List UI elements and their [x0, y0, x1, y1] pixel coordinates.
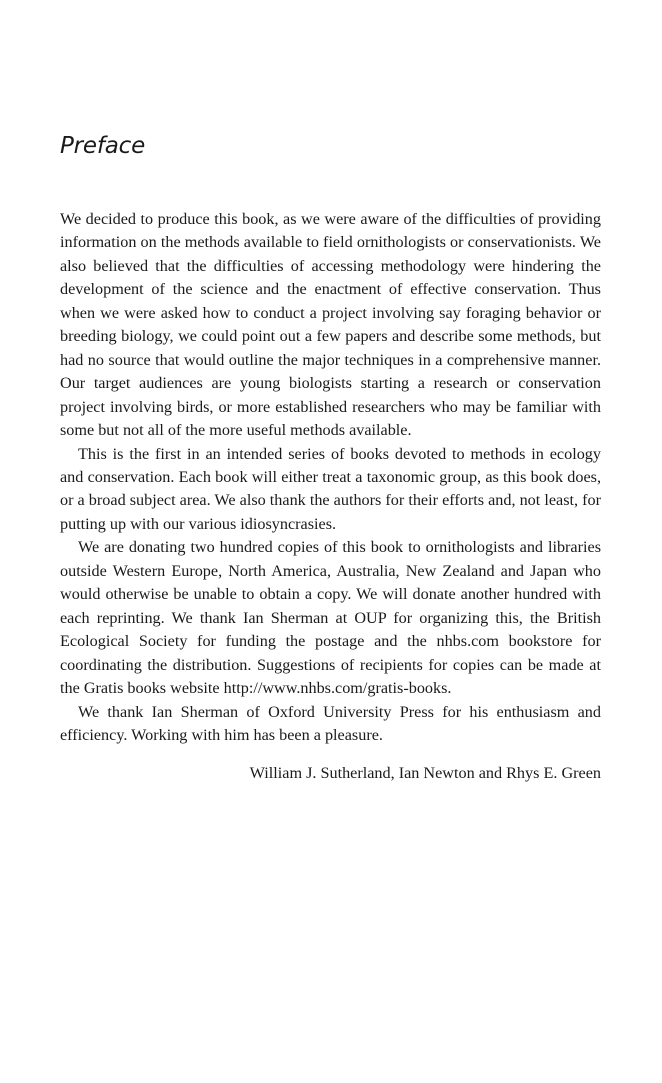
paragraph-donation: We are donating two hundred copies of this book to ornithologists and libraries outside Western Europe, North America, Australia, New Zealand and Japan who would otherwise be unable to obtain a copy. We will donate another hundred with each reprinting. We thank Ian Sherman at OUP for organizing this, the British Ecological Society for funding the postage and the nhbs.com bookstore for coordinating the distribution. Suggestions of recipients for copies can be made at the Gratis books website http://www.nhbs.com/gratis-books. [60, 538, 601, 698]
preface-body [60, 208, 601, 747]
page-title: Preface [60, 133, 146, 159]
author-signature: William J. Sutherland, Ian Newton and Rhys E. Green [249, 764, 601, 782]
paragraph-intro: We decided to produce this book, as we were aware of the difficulties of providing information on the methods available to field ornithologists or conservationists. We also believed that the difficulties of accessing methodology were hindering the development of the science and the enactment of effective conservation. Thus when we were asked how to conduct a project involving say foraging behavior or breeding biology, we could point out a few papers and describe some methods, but had no source that would outline the major techniques in a comprehensive manner. Our target audiences are young biologists starting a research or conservation project involving birds, or more established researchers who may be familiar with some but not all of the more useful methods available. [60, 210, 601, 440]
paragraph-thanks: We thank Ian Sherman of Oxford University Press for his enthusiasm and efficiency. Working with him has been a pleasure. [60, 702, 601, 744]
paragraph-series: This is the first in an intended series of books devoted to methods in ecology and conservation. Each book will either treat a taxonomic group, as this book does, or a broad subject area. We also thank the authors for their efforts and, not least, for putting up with our various idiosyncrasies. [60, 444, 601, 533]
